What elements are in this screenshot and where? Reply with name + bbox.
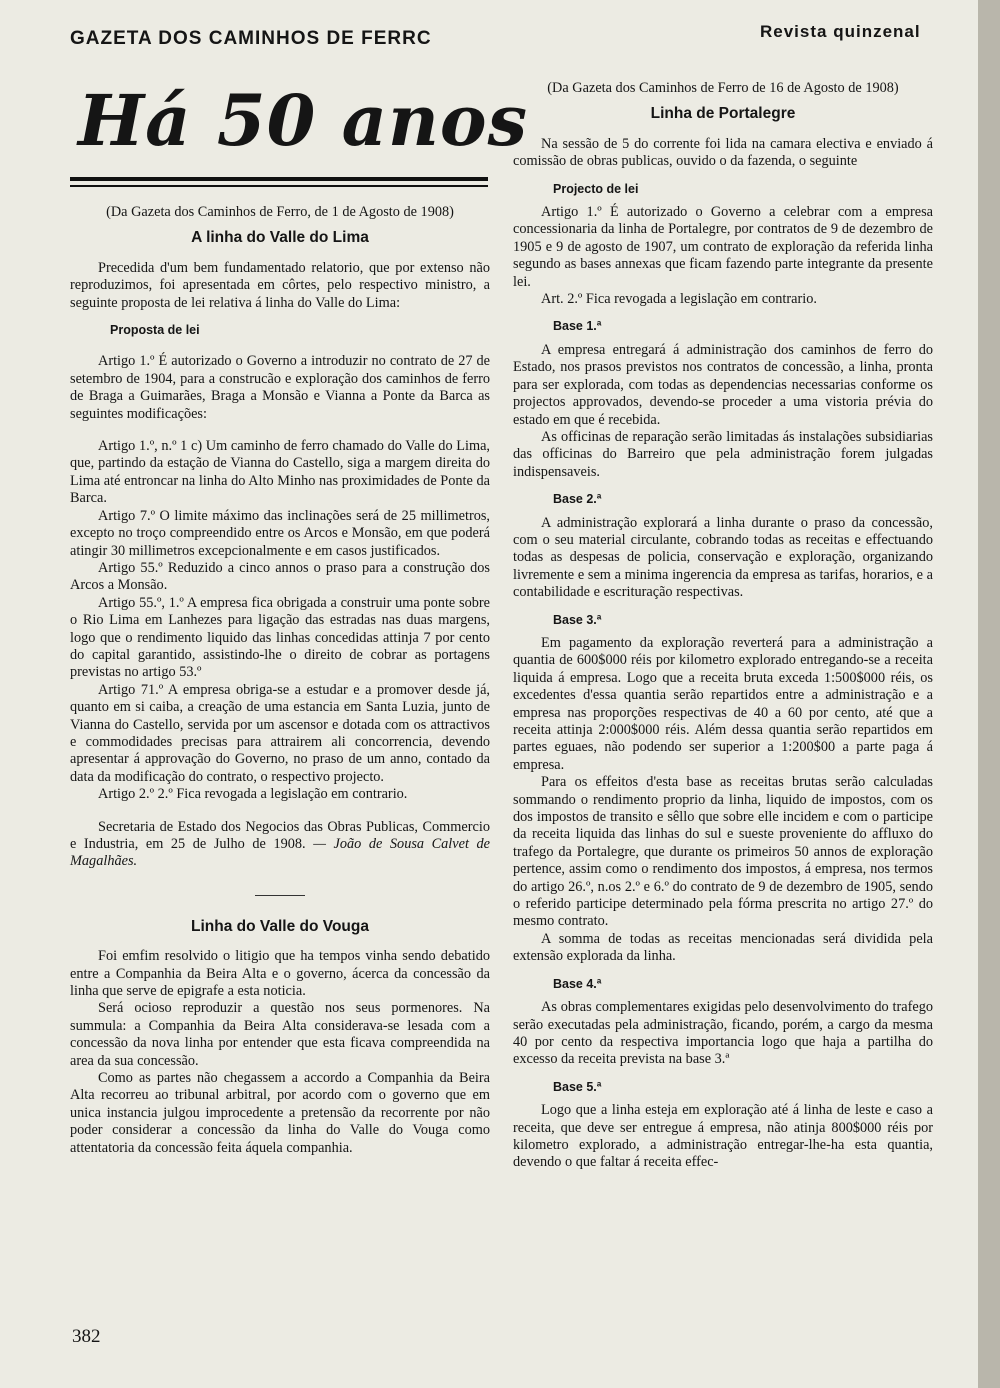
article-55-1: Artigo 55.º, 1.º A empresa fica obrigada a construir uma ponte sobre o Rio Lima em Lanhezes para ligação das estradas nas duas margens, logo que o rendimento liquido das linhas concedidas attinja 7 por cento do capital garantido, assistindo-lhe o direito de cobrar as portagens previstas no artigo 53.º [70, 594, 490, 681]
edition-header: Revista quinzenal [760, 22, 921, 41]
base-1-paragraph-2: As officinas de reparação serão limitadas ás instalações subsidiarias das officinas do Barreiro que pela administração forem julgadas indispensaveis. [513, 428, 933, 480]
article-55: Artigo 55.º Reduzido a cinco annos o praso para a construção dos Arcos a Monsão. [70, 559, 490, 594]
base-3-paragraph-2: Para os effeitos d'esta base as receitas brutas serão calculadas sommando o rendimento proprio da linha, liquido de impostos, com os dos impostos de transito e sêllo que sobre elle incidem e com o participe da receita liquida das linhas do sul e sueste proveniente do affluxo do trafego da Portalegre, que durante os primeiros 50 annos de exploração pertence, assim como o rendimento dos impostos, á empresa, nos termos do artigo 26.º, n.os 2.º e 6.º do contrato de 9 de dezembro de 1905, sendo o referido participe determinado pela fórma prescrita no artigo 27.º do mesmo contrato. [513, 774, 933, 930]
base-2-heading: Base 2.ª [553, 492, 602, 507]
section-title: Há 50 anos [78, 79, 528, 162]
title-rule-thin [70, 185, 488, 187]
source-note: (Da Gazeta dos Caminhos de Ferro, de 1 de Agosto de 1908) [106, 204, 454, 220]
projecto-heading: Projecto de lei [553, 181, 639, 196]
secretaria-note [70, 819, 490, 871]
article-1c: Artigo 1.º, n.º 1 c) Um caminho de ferro chamado do Valle do Lima, que, partindo da estação de Vianna do Castello, siga a margem direita do Lima até entroncar na linha do Alto Minho nas proximidades de Ponte da Barca. [70, 438, 490, 507]
proposta-heading: Proposta de lei [110, 323, 200, 338]
base-1-heading: Base 1.ª [553, 319, 602, 334]
vouga-paragraph-3: Como as partes não chegassem a accordo a Companhia da Beira Alta recorreu ao tribunal arbitral, por acordo com o governo que em unica instancia julgou improcedente a pretensão da recorrente por não poder considerar a concessão da linha do Valle do Vouga como attentatoria da concessão feita áquela companhia. [70, 1070, 490, 1156]
article-7: Artigo 7.º O limite máximo das inclinações será de 25 millimetros, excepto no troço compreendido entre os Arcos e Monsão, em que poderá atingir 30 millimetros excepcionalmente e em casos justificados. [70, 507, 490, 559]
lima-heading: A linha do Valle do Lima [191, 229, 369, 247]
portalegre-heading: Linha de Portalegre [650, 105, 796, 123]
page-number: 382 [72, 1326, 101, 1347]
base-4-heading: Base 4.ª [553, 976, 602, 991]
article-1: Artigo 1.º É autorizado o Governo a introduzir no contrato de 27 de setembro de 1904, para a construcão e exploração dos caminhos de ferro de Braga a Guimarães, Braga a Monsão e Vianna a Ponte da Barca as seguintes modificações: [70, 353, 490, 422]
base-5-paragraph-1: Logo que a linha esteja em exploração até á linha de leste e caso a receita, que deve ser entregue á empresa, não atinja 800$000 réis por kilometro explorado, a administração entregar-lhe-ha esta quantia, devendo o que faltar á receita effec- [513, 1102, 933, 1171]
lima-intro: Precedida d'um bem fundamentado relatorio, que por extenso não reproduzimos, foi apresentada em côrtes, pelo respectivo ministro, a seguinte proposta de lei relativa á linha do Valle do Lima: [70, 259, 490, 311]
left-column [70, 204, 490, 1157]
spacer [70, 804, 490, 819]
base-5-heading: Base 5.ª [553, 1079, 602, 1094]
page-edge [978, 0, 1000, 1388]
spacer [70, 423, 490, 438]
article-71: Artigo 71.º A empresa obriga-se a estudar e a promover desde já, quanto em si caiba, a creação de uma estancia em Santa Luzia, junto de Vianna do Castello, servida por um ascensor e dotada com os attractivos e commodidades precisas para attrairem ali concorrencia, devendo apresentar á approvação do Governo, no praso de um anno, contado da data da modificação do contrato, o respectivo projecto. [70, 681, 490, 785]
signature: — João de Sousa Calvet de Magalhães. [70, 836, 491, 870]
base-1-paragraph-1: A empresa entregará á administração dos caminhos de ferro do Estado, nos prasos previstos nos contratos de concessão, a linha, pronta para ser explorada, com todas as dependencias necessarias conforme os projectos approvados, devendo-se proceder a uma vistoria prévia do estado em que é recebida. [513, 341, 933, 428]
secretaria-text: Secretaria de Estado dos Negocios das Obras Publicas, Commercio e Industria, em 25 de Julho de 1908. [70, 818, 490, 852]
projecto-article-2: Art. 2.º Fica revogada a legislação em contrario. [541, 291, 817, 308]
base-2-paragraph-1: A administração explorará a linha durante o praso da concessão, com o seu material circulante, cobrando todas as receitas e effectuando todas as despesas de policia, conservação e exploração, organizando livremente e sem a minima ingerencia da empresa as tarifas, horarios, e a contabilidade e escrituração respectivas. [513, 514, 933, 601]
base-3-heading: Base 3.ª [553, 612, 602, 627]
article-2-2: Artigo 2.º 2.º Fica revogada a legislação em contrario. [98, 786, 408, 803]
source-note-2: (Da Gazeta dos Caminhos de Ferro de 16 de Agosto de 1908) [547, 80, 899, 96]
base-3-paragraph-1: Em pagamento da exploração reverterá para a administração a quantia de 600$000 réis por kilometro explorado entregando-se a receita liquida á empresa. Logo que a receita bruta exceda 1:500$000 réis, os excedentes d'essa quantia serão repartidos entre a administração e a empresa nas proporções respectivas de 40 a 60 por cento, até que a receita attinja 2:000$000 réis. Além dessa quantia serão repartidos em partes eguaes, não podendo ser superior a 1:200$00 a parte paga á empresa. [513, 634, 933, 773]
journal-header: GAZETA DOS CAMINHOS DE FERRC [70, 28, 432, 49]
vouga-paragraph-1: Foi emfim resolvido o litigio que ha tempos vinha sendo debatido entre a Companhia da Beira Alta e o governo, ácerca da concessão da linha que serve de epigrafe a esta noticia. [70, 948, 490, 1000]
vouga-paragraph-2: Será ocioso reproduzir a questão nos seus pormenores. Na summula: a Companhia da Beira Alta considerava-se lesada com a concessão da nova linha por entender que esta ficava compreendida na area da sua concessão. [70, 1000, 490, 1069]
section-separator [255, 895, 305, 896]
base-3-paragraph-3: A somma de todas as receitas mencionadas será dividida pela extensão explorada da linha. [513, 930, 933, 965]
vouga-heading: Linha do Valle do Vouga [191, 917, 369, 935]
right-column [513, 80, 933, 1172]
base-4-paragraph-1: As obras complementares exigidas pelo desenvolvimento do trafego serão executadas pela administração, ficando, porém, a cargo da mesma 40 por cento da respectiva importancia logo que haja a partilha do excesso da receita prevista na base 3.ª [513, 999, 933, 1068]
portalegre-intro: Na sessão de 5 do corrente foi lida na camara electiva e enviado á comissão de obras publicas, ouvido o da fazenda, o seguinte [513, 135, 933, 170]
title-rule [70, 177, 488, 181]
projecto-article-1: Artigo 1.º É autorizado o Governo a celebrar com a empresa concessionaria da linha de Portalegre, por contratos de 9 de dezembro de 1905 e 9 de agosto de 1907, um contrato de exploração da referida linha segundo as bases annexas que ficam fazendo parte integrante da presente lei. [513, 204, 933, 290]
